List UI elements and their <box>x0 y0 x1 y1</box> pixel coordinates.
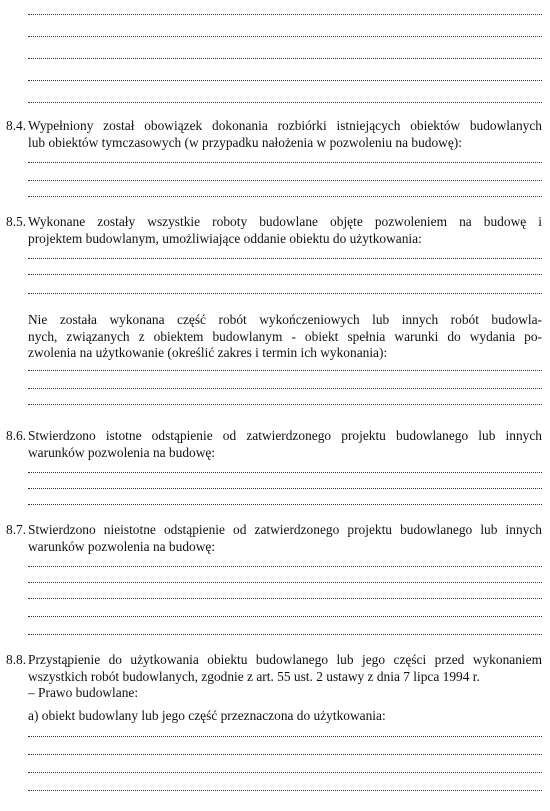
section-text: – Prawo budowlane: <box>28 685 139 701</box>
fill-line[interactable] <box>28 196 542 197</box>
section-text: Stwierdzono istotne odstąpienie od zatwierdzonego projektu budowlanego lub innych <box>28 428 542 443</box>
section-text: Wypełniony został obowiązek dokonania rozbiórki istniejących obiektów budowlanych <box>28 118 542 133</box>
fill-line[interactable] <box>28 388 542 389</box>
section-text: Wykonane zostały wszystkie roboty budowlane objęte pozwoleniem na budowę i <box>28 214 542 229</box>
section-number: 8.6. <box>6 428 27 443</box>
section-8-6 <box>6 428 542 461</box>
fill-line[interactable] <box>28 566 542 567</box>
paragraph-text: nych, związanych z obiektem budowlanym - obiekt spełnia warunki do wydania po- <box>28 328 542 344</box>
fill-line[interactable] <box>28 370 542 371</box>
fill-line[interactable] <box>28 80 542 81</box>
fill-line[interactable] <box>28 14 542 15</box>
section-text: Przystąpienie do użytkowania obiektu budowlanego lub jego części przed wykonaniem <box>28 652 542 667</box>
section-text: warunków pozwolenia na budowę: <box>28 538 216 554</box>
fill-line[interactable] <box>28 274 542 275</box>
section-number: 8.8. <box>6 652 27 667</box>
section-text: warunków pozwolenia na budowę: <box>28 444 216 460</box>
section-8-8 <box>6 652 542 702</box>
section-text: wszystkich robót budowlanych, zgodnie z art. 55 ust. 2 ustawy z dnia 7 lipca 1994 r. <box>28 668 480 684</box>
fill-line[interactable] <box>28 634 542 635</box>
fill-line[interactable] <box>28 616 542 617</box>
fill-line[interactable] <box>28 472 542 473</box>
fill-line[interactable] <box>28 504 542 505</box>
fill-line[interactable] <box>28 754 542 755</box>
section-8-4 <box>6 118 542 151</box>
subitem-a: a) obiekt budowlany lub jego część przeznaczona do użytkowania: <box>28 708 386 723</box>
fill-line[interactable] <box>28 36 542 37</box>
fill-line[interactable] <box>28 102 542 103</box>
fill-line[interactable] <box>28 488 542 489</box>
fill-line[interactable] <box>28 404 542 405</box>
fill-line[interactable] <box>28 258 542 259</box>
fill-line[interactable] <box>28 293 542 294</box>
fill-line[interactable] <box>28 772 542 773</box>
paragraph-text: zwolenia na użytkowanie (określić zakres i termin ich wykonania): <box>28 345 388 361</box>
section-8-7 <box>6 522 542 555</box>
fill-line[interactable] <box>28 58 542 59</box>
fill-line[interactable] <box>28 162 542 163</box>
section-number: 8.4. <box>6 118 27 133</box>
section-number: 8.5. <box>6 214 27 229</box>
incomplete-works-paragraph <box>28 312 542 362</box>
section-text: projektem budowlanym, umożliwiające oddanie obiektu do użytkowania: <box>28 230 422 246</box>
section-8-5 <box>6 214 542 247</box>
section-text: Stwierdzono nieistotne odstąpienie od zatwierdzonego projektu budowlanego lub innych <box>28 522 542 537</box>
fill-line[interactable] <box>28 582 542 583</box>
section-text: lub obiektów tymczasowych (w przypadku nałożenia w pozwoleniu na budowę): <box>28 134 462 150</box>
fill-line[interactable] <box>28 790 542 791</box>
fill-line[interactable] <box>28 736 542 737</box>
fill-line[interactable] <box>28 598 542 599</box>
paragraph-text: Nie została wykonana część robót wykończeniowych lub innych robót budowla- <box>28 312 542 327</box>
fill-line[interactable] <box>28 180 542 181</box>
section-number: 8.7. <box>6 522 27 537</box>
